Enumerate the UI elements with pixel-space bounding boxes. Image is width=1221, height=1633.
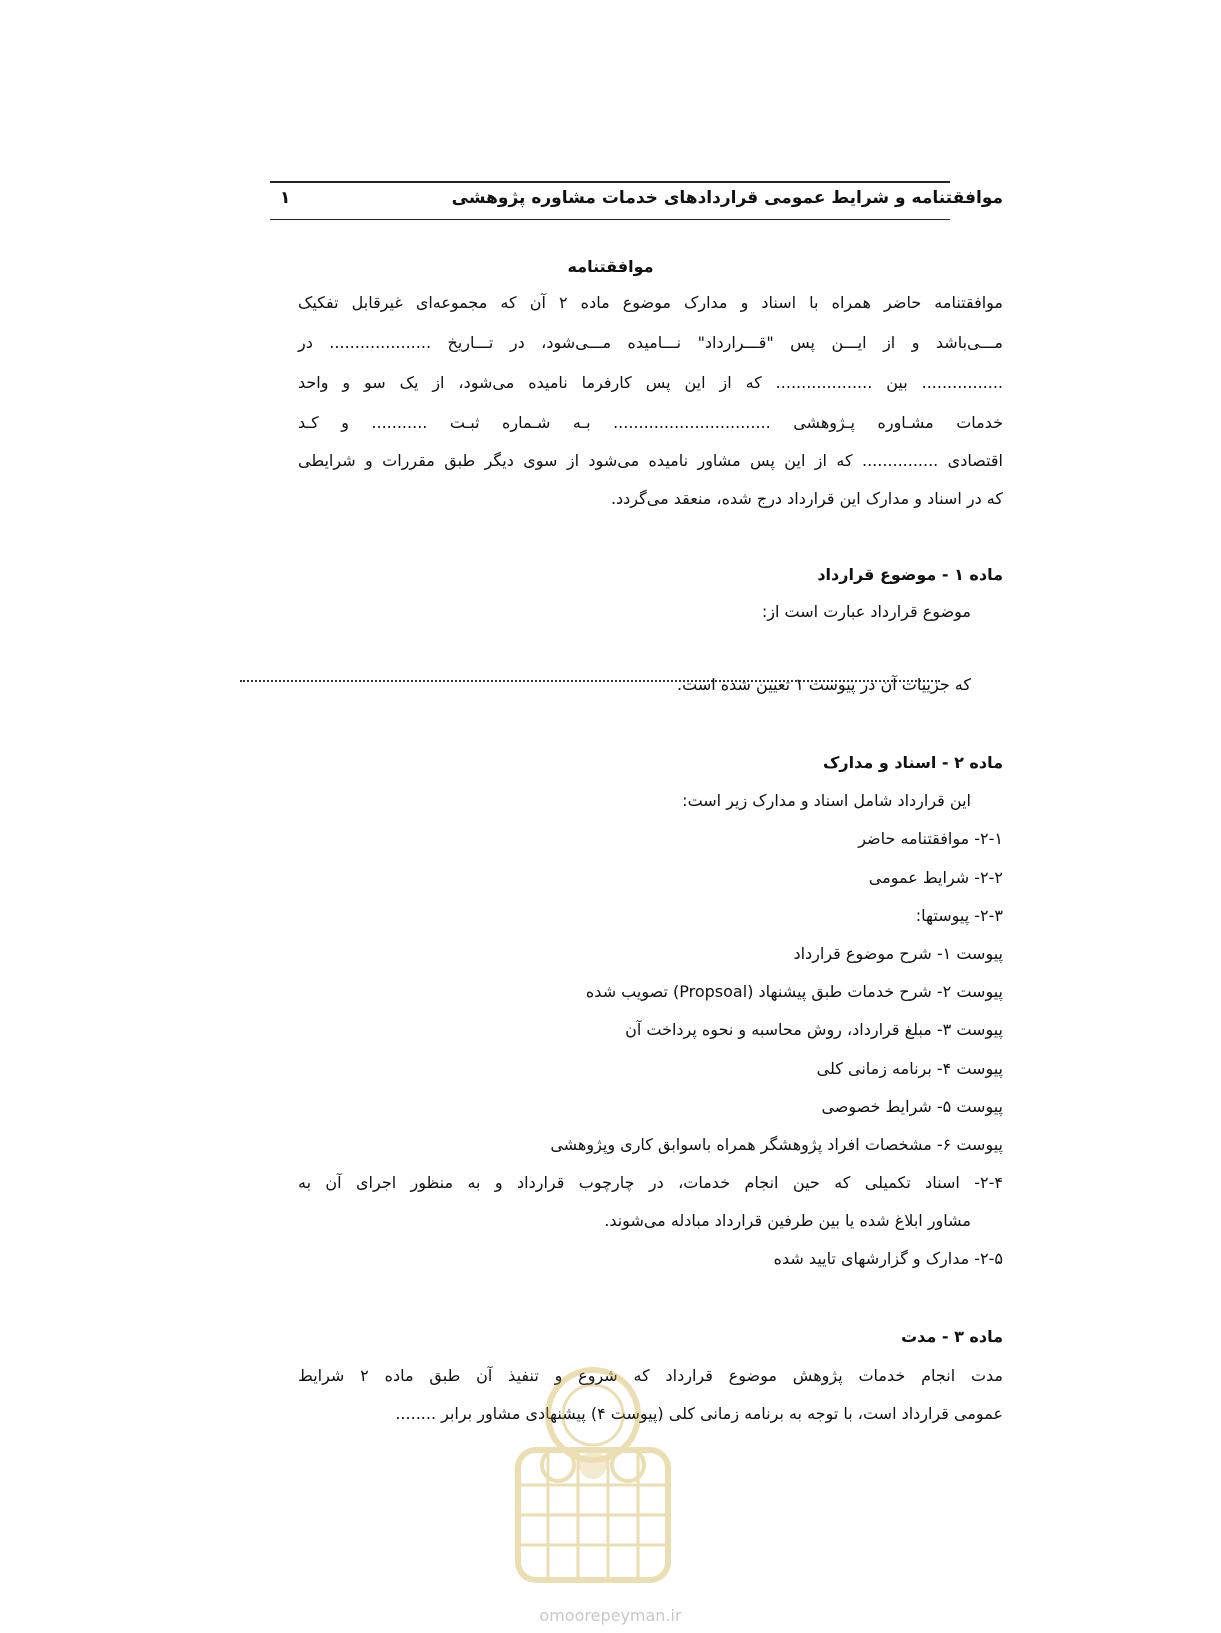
article2-item: ۲-۳- پیوستها: [915, 906, 1003, 925]
page-number: ۱ [280, 188, 291, 208]
watermark-site: omoorepeyman.ir [539, 1606, 682, 1625]
article1-line: موضوع قرارداد عبارت است از: [761, 602, 971, 621]
article3-line: عمومی قرارداد است، با توجه به برنامه زمانی کلی (پیوست ۴) پیشنهادی مشاور برابر ........ [395, 1404, 1003, 1423]
agreement-line: خدمات مشـاوره پـژوهشی ............................... بـه شـماره ثبـت ........... و کـد [298, 413, 1003, 432]
agreement-line: مـــی‌باشد و از ایـــن پس "قـــرارداد" نـــامیده مـــی‌شود، در تـــاریخ .................... در [298, 333, 1003, 352]
article2-item: پیوست ۲- شرح خدمات طبق پیشنهاد (Propsoal) تصویب شده [585, 982, 1003, 1001]
agreement-line: ................ بین ................... که از این پس کارفرما نامیده می‌شود، از یک سو و واحد [298, 373, 1003, 392]
article2-item: پیوست ۵- شرایط خصوصی [821, 1097, 1003, 1116]
article2-item: ۲-۱- موافقتنامه حاضر [858, 829, 1003, 848]
agreement-line: اقتصادی ............... که از این پس مشاور نامیده می‌شود از سوی دیگر طبق مقررات و شرایطی [298, 451, 1003, 470]
article2-item: ۲-۲- شرایط عمومی [868, 868, 1003, 887]
agreement-line: موافقتنامه حاضر همراه با اسناد و مدارک موضوع ماده ۲ آن که مجموعه‌ای غیرقابل تفکیک [298, 293, 1003, 312]
article2-item: ۲-۴- اسناد تکمیلی که حین انجام خدمات، در چارچوب قرارداد و به منظور اجرای آن به [298, 1173, 1003, 1192]
article1-heading: ماده ۱ - موضوع قرارداد [817, 565, 1003, 584]
header-rule-top [270, 181, 950, 183]
article3-line: مدت انجام خدمات پژوهش موضوع قرارداد که شروع و تنفیذ آن طبق ماده ۲ شرایط [298, 1366, 1004, 1385]
article2-item: پیوست ۶- مشخصات افراد پژوهشگر همراه باسوابق کاری وپژوهشی [550, 1135, 1003, 1154]
article3-heading: ماده ۳ - مدت [901, 1327, 1003, 1346]
article2-item: پیوست ۱- شرح موضوع قرارداد [793, 944, 1003, 963]
article2-intro: این قرارداد شامل اسناد و مدارک زیر است: [682, 791, 971, 810]
article2-item: ۲-۵- مدارک و گزارشهای تایید شده [773, 1249, 1003, 1268]
article2-heading: ماده ۲ - اسناد و مدارک [823, 753, 1003, 772]
agreement-title: موافقتنامه [567, 257, 654, 276]
article1-line: که جزییات آن در پیوست ۱ تعیین شده است. [677, 675, 971, 694]
running-title: موافقتنامه و شرایط عمومی قراردادهای خدمات مشاوره پژوهشی [451, 188, 1003, 208]
article2-item: پیوست ۴- برنامه زمانی کلی [816, 1059, 1003, 1078]
article2-item: پیوست ۳- مبلغ قرارداد، روش محاسبه و نحوه پرداخت آن [625, 1020, 1003, 1039]
agreement-line: که در اسناد و مدارک این قرارداد درج شده، منعقد می‌گردد. [610, 489, 1003, 508]
header-rule-bottom [270, 219, 950, 220]
article2-item: مشاور ابلاغ شده یا بین طرفین قرارداد مبادله می‌شوند. [604, 1211, 971, 1230]
watermark-seal-icon [488, 1355, 698, 1615]
